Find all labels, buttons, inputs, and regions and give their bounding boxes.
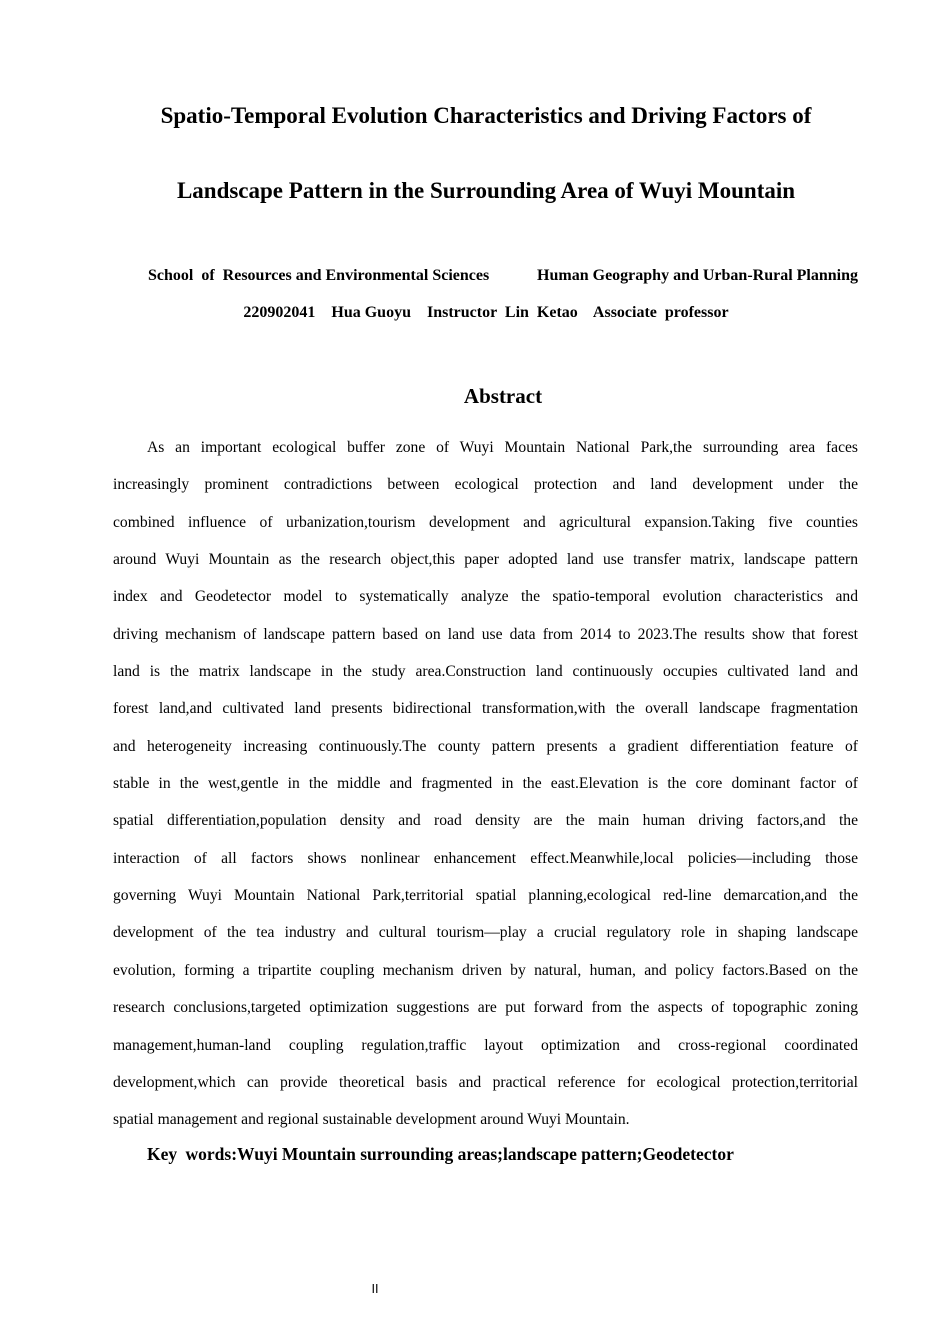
keywords — [147, 1142, 734, 1166]
keywords-text: Wuyi Mountain surrounding areas;landscape pattern;Geodetector — [237, 1144, 734, 1164]
abstract-heading: Abstract — [463, 384, 543, 408]
abstract-line: interaction of all factors shows nonlinear enhancement effect.Meanwhile,local policies—including those — [113, 849, 858, 867]
page-number: II — [371, 1282, 379, 1296]
abstract-line: increasingly prominent contradictions between ecological protection and land development under the — [113, 476, 858, 494]
abstract-line: land is the matrix landscape in the study area.Construction land continuously occupies cultivated land and — [113, 663, 858, 681]
abstract-line: stable in the west,gentle in the middle and fragmented in the east.Elevation is the core dominant factor of — [113, 775, 858, 793]
abstract-line: forest land,and cultivated land presents bidirectional transformation,with the overall landscape fragmentation — [113, 700, 858, 718]
abstract-line: and heterogeneity increasing continuously.The county pattern presents a gradient differentiation feature of — [113, 737, 858, 755]
abstract-line: driving mechanism of landscape pattern based on land use data from 2014 to 2023.The results show that forest — [113, 625, 858, 643]
abstract-line: evolution, forming a tripartite coupling mechanism driven by natural, human, and policy factors.Based on the — [113, 961, 858, 979]
author-affiliation — [148, 266, 858, 286]
abstract-line: governing Wuyi Mountain National Park,territorial spatial planning,ecological red-line demarcation,and the — [113, 887, 858, 905]
author-details: 220902041 Hua Guoyu Instructor Lin Ketao Associate professor — [243, 304, 729, 321]
school-name: School of Resources and Environmental Sciences — [148, 267, 490, 284]
abstract-line: management,human-land coupling regulation,traffic layout optimization and cross-regional coordinated — [113, 1036, 858, 1054]
keywords-label: Key words: — [147, 1144, 238, 1164]
abstract-line: index and Geodetector model to systematically analyze the spatio-temporal evolution characteristics and — [113, 588, 858, 606]
abstract-line: development,which can provide theoretical basis and practical reference for ecological protection,territorial — [113, 1073, 858, 1091]
abstract-line: spatial management and regional sustainable development around Wuyi Mountain. — [113, 1111, 630, 1129]
abstract-line: spatial differentiation,population density and road density are the main human driving factors,and the — [113, 812, 858, 830]
abstract-line: research conclusions,targeted optimization suggestions are put forward from the aspects of topographic zoning — [113, 999, 858, 1017]
abstract-line: combined influence of urbanization,tourism development and agricultural expansion.Taking five counties — [113, 513, 858, 531]
abstract-line: development of the tea industry and cultural tourism—play a crucial regulatory role in shaping landscape — [113, 924, 858, 942]
thesis-title-line-2: Landscape Pattern in the Surrounding Area of Wuyi Mountain — [176, 178, 796, 203]
major-name: Human Geography and Urban-Rural Planning — [537, 267, 858, 284]
thesis-title-line-1: Spatio-Temporal Evolution Characteristics and Driving Factors of — [160, 103, 812, 128]
abstract-line: around Wuyi Mountain as the research object,this paper adopted land use transfer matrix, landscape pattern — [113, 551, 858, 569]
abstract-body — [113, 429, 858, 1139]
abstract-line: As an important ecological buffer zone of Wuyi Mountain National Park,the surrounding area faces — [147, 439, 858, 456]
